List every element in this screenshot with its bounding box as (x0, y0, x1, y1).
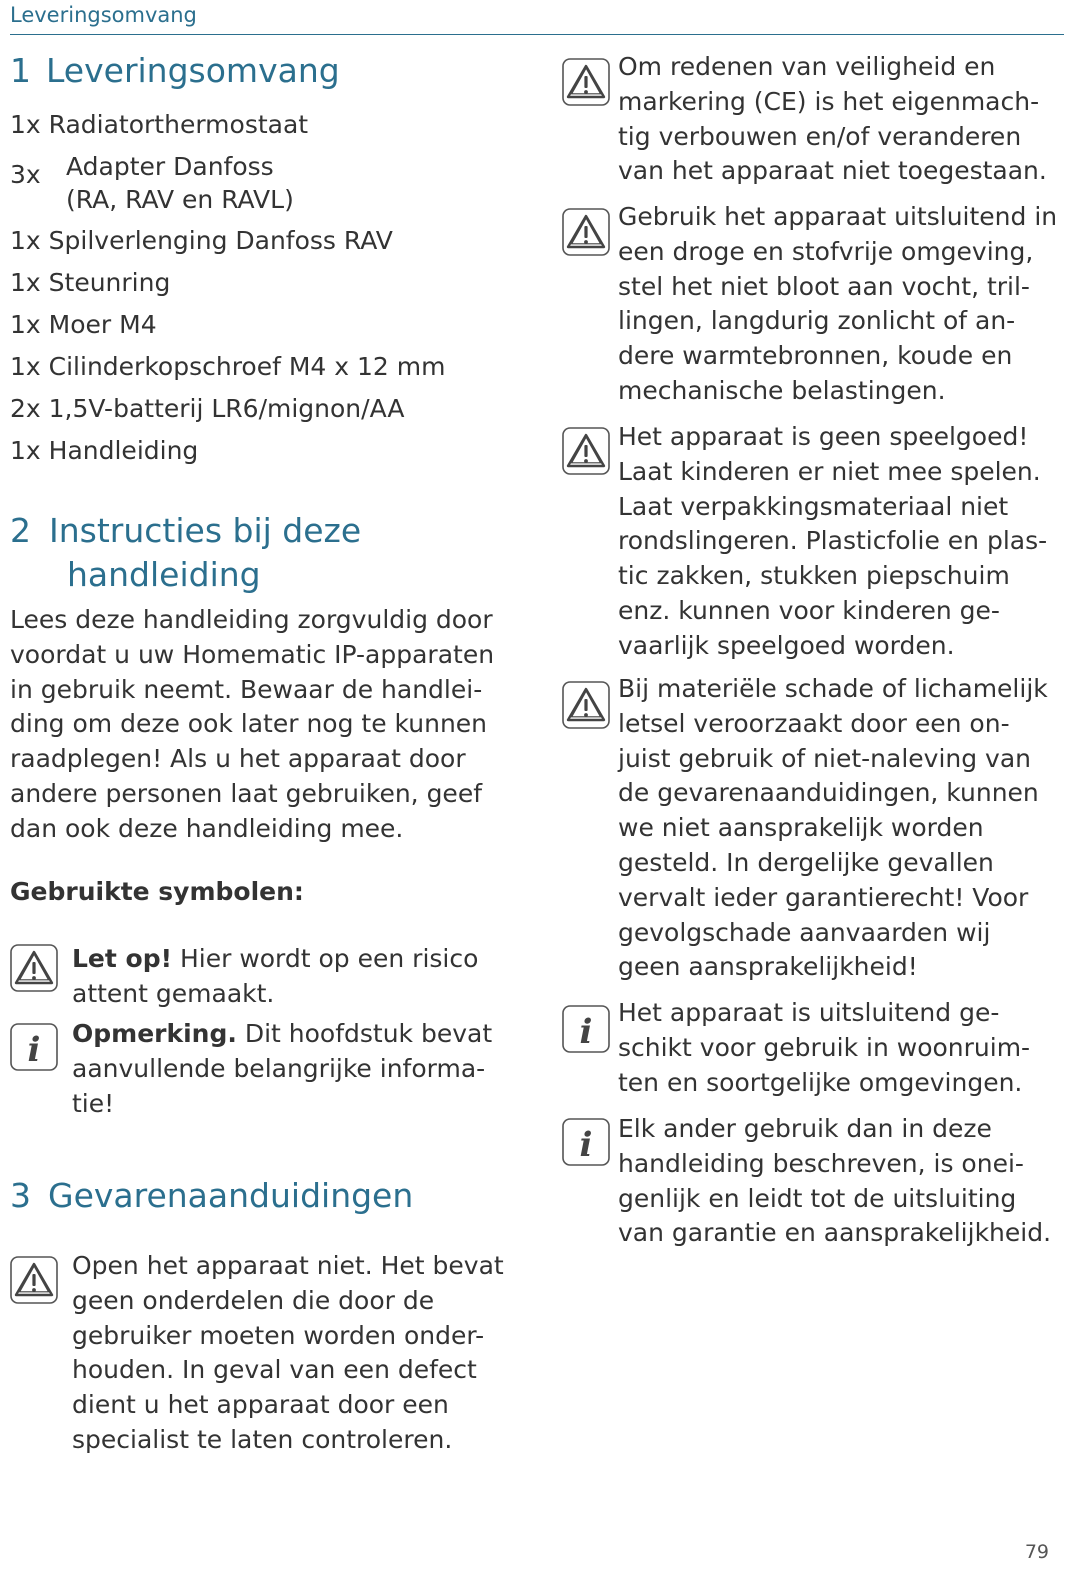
info-icon (10, 1023, 58, 1071)
item-text: Cilinderkopschroef M4 x 12 mm (48, 352, 446, 381)
item-qty: 1x (10, 310, 41, 339)
info-notice-text: Elk ander gebruik dan in deze handleiding beschreven, is onei- genlijk en leidt tot de uitsluiting van garantie en aansprakelijkheid. (618, 1114, 1052, 1248)
delivery-list (10, 104, 535, 472)
section-2-title-line2: handleiding (67, 555, 261, 594)
section-1-number: 1 (10, 51, 31, 90)
list-item (10, 220, 535, 262)
warning-notice-text: Open het apparaat niet. Het bevat geen onderdelen die door de gebruiker moeten worden onder- houden. In geval van een defect dient u het apparaat door een specialist te laten controleren. (72, 1251, 504, 1454)
list-item (10, 388, 535, 430)
info-notice-text: Het apparaat is uitsluitend ge- schikt voor gebruik in woonruim- ten en soortgelijke omgevingen. (618, 998, 1031, 1097)
section-2-heading (10, 509, 361, 597)
item-text: 1,5V-batterij LR6/mignon/AA (48, 394, 405, 423)
warning-notice-text: Gebruik het apparaat uitsluitend in een droge en stofvrije omgeving, stel het niet bloot aan vocht, tril- lingen, langdurig zonlicht of an- dere warmtebronnen, koude en mechanische belastingen. (618, 202, 1058, 405)
warning-notice-text: Om redenen van veiligheid en markering (CE) is het eigenmach- tig verbouwen en/of veranderen van het apparaat niet toegestaan. (618, 52, 1047, 186)
svg-text:i: i (579, 1012, 593, 1052)
section-3-title: Gevarenaanduidingen (48, 1176, 414, 1215)
warning-triangle-icon (562, 208, 610, 256)
running-header: Leveringsomvang (10, 3, 197, 27)
item-qty: 1x (10, 110, 41, 139)
warning-notice-text: Het apparaat is geen speelgoed! Laat kinderen er niet mee spelen. Laat verpakkingsmateriaal niet rondslingeren. Plasticfolie en plas- tic zakken, stukken piepschuim enz. kunnen voor kinderen ge- vaarlijk speelgoed worden. (618, 422, 1048, 660)
list-item (10, 346, 535, 388)
page-number: 79 (1024, 1541, 1049, 1563)
section-3-heading (10, 1174, 413, 1218)
item-qty: 1x (10, 226, 41, 255)
item-qty: 1x (10, 268, 41, 297)
warning-triangle-icon (562, 427, 610, 475)
info-icon (562, 1005, 610, 1053)
item-text: Handleiding (48, 436, 199, 465)
section-2-number: 2 (10, 511, 31, 550)
svg-text:i: i (579, 1125, 593, 1165)
symbols-heading: Gebruikte symbolen: (10, 877, 304, 906)
item-text: Steunring (48, 268, 171, 297)
section-2-paragraph: Lees deze handleiding zorgvuldig door voordat u uw Homematic IP-apparaten in gebruik neemt. Bewaar de handlei- ding om deze ook later nog te kunnen raadplegen! Als u het apparaat door andere personen laat gebruiken, geef dan ook deze handleiding mee. (10, 605, 495, 843)
warning-triangle-icon (10, 944, 58, 992)
header-rule (10, 34, 1064, 35)
warning-triangle-icon (10, 1256, 58, 1304)
warning-triangle-icon (562, 58, 610, 106)
item-text: Radiatorthermostaat (48, 110, 309, 139)
list-item (10, 262, 535, 304)
item-text: Adapter Danfoss (RA, RAV en RAVL) (66, 152, 294, 214)
symbol-info-text: Opmerking. Dit hoofdstuk bevat aanvullende belangrijke informa- tie! (72, 1019, 493, 1118)
list-item (10, 104, 535, 146)
section-3-number: 3 (10, 1176, 31, 1215)
warning-notice-text: Bij materiële schade of lichamelijk letsel veroorzaakt door een on- juist gebruik of niet-naleving van de gevarenaanduidingen, kunnen we niet aansprakelijk worden gesteld. In dergelijke gevallen vervalt ieder garantierecht! Voor gevolgschade aanvaarden wij geen aansprakelijkheid! (618, 674, 1048, 982)
list-item (10, 430, 535, 472)
symbol-warning-text: Let op! Hier wordt op een risico attent gemaakt. (72, 944, 479, 1008)
warning-triangle-icon (562, 681, 610, 729)
item-text: Spilverlenging Danfoss RAV (48, 226, 393, 255)
list-item (10, 146, 535, 220)
svg-text:i: i (27, 1030, 41, 1070)
section-1-heading (10, 49, 340, 93)
item-qty: 1x (10, 352, 41, 381)
item-qty: 2x (10, 394, 41, 423)
item-qty: 1x (10, 436, 41, 465)
section-2-title-line1: Instructies bij deze (49, 511, 362, 550)
info-icon (562, 1118, 610, 1166)
list-item (10, 304, 535, 346)
item-text: Moer M4 (48, 310, 157, 339)
item-qty: 3x (10, 160, 41, 189)
section-1-title: Leveringsomvang (46, 51, 340, 90)
